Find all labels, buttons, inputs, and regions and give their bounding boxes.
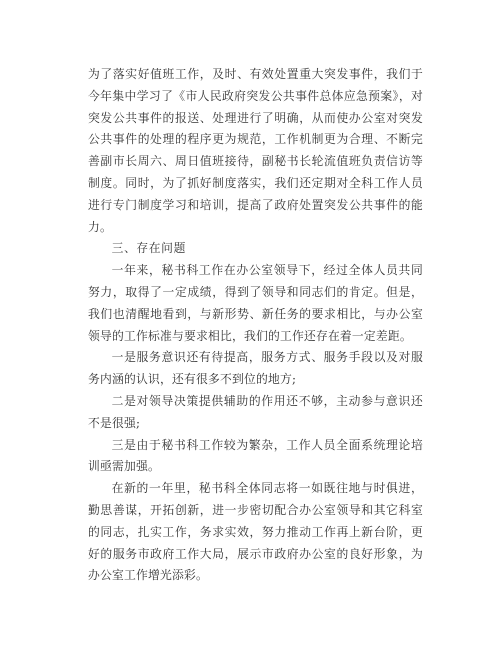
paragraph-year-summary: 一年来，秘书科工作在办公室领导下，经过全体人员共同努力，取得了一定成绩，得到了领导和同志们的肯定。但是，我们也清醒地看到，与新形势、新任务的要求相比，与办公室领导的工作标准与要求相比，我们的工作还存在着一定差距。 [88,263,423,343]
document-body [88,64,423,587]
paragraph-problem-one: 一是服务意识还有待提高，服务方式、服务手段以及对服务内涵的认识，还有很多不到位的地方; [88,350,423,387]
paragraph-duty-system: 为了落实好值班工作，及时、有效处置重大突发事件，我们于今年集中学习了《市人民政府突发公共事件总体应急预案》，对突发公共事件的报送、处理进行了明确，从而使办公室对突发公共事件的处理的程序更为规范，工作机制更为合理、不断完善副市长周六、周日值班接待，副秘书长轮流值班负责信访等制度。同时，为了抓好制度落实，我们还定期对全科工作人员进行专门制度学习和培训，提高了政府处置突发公共事件的能力。 [88,67,423,234]
section-heading-problems: 三、存在问题 [111,241,186,256]
paragraph-problem-three: 三是由于秘书科工作较为繁杂，工作人员全面系统理论培训亟需加强。 [88,437,423,474]
paragraph-problem-two: 二是对领导决策提供辅助的作用还不够，主动参与意识还不是很强; [88,393,423,430]
paragraph-new-year-outlook: 在新的一年里，秘书科全体同志将一如既往地与时俱进，勤思善谋，开拓创新，进一步密切配合办公室领导和其它科室的同志，扎实工作，务求实效，努力推动工作再上新台阶，更好的服务市政府工作大局，展示市政府办公室的良好形象，为办公室工作增光添彩。 [88,481,423,583]
